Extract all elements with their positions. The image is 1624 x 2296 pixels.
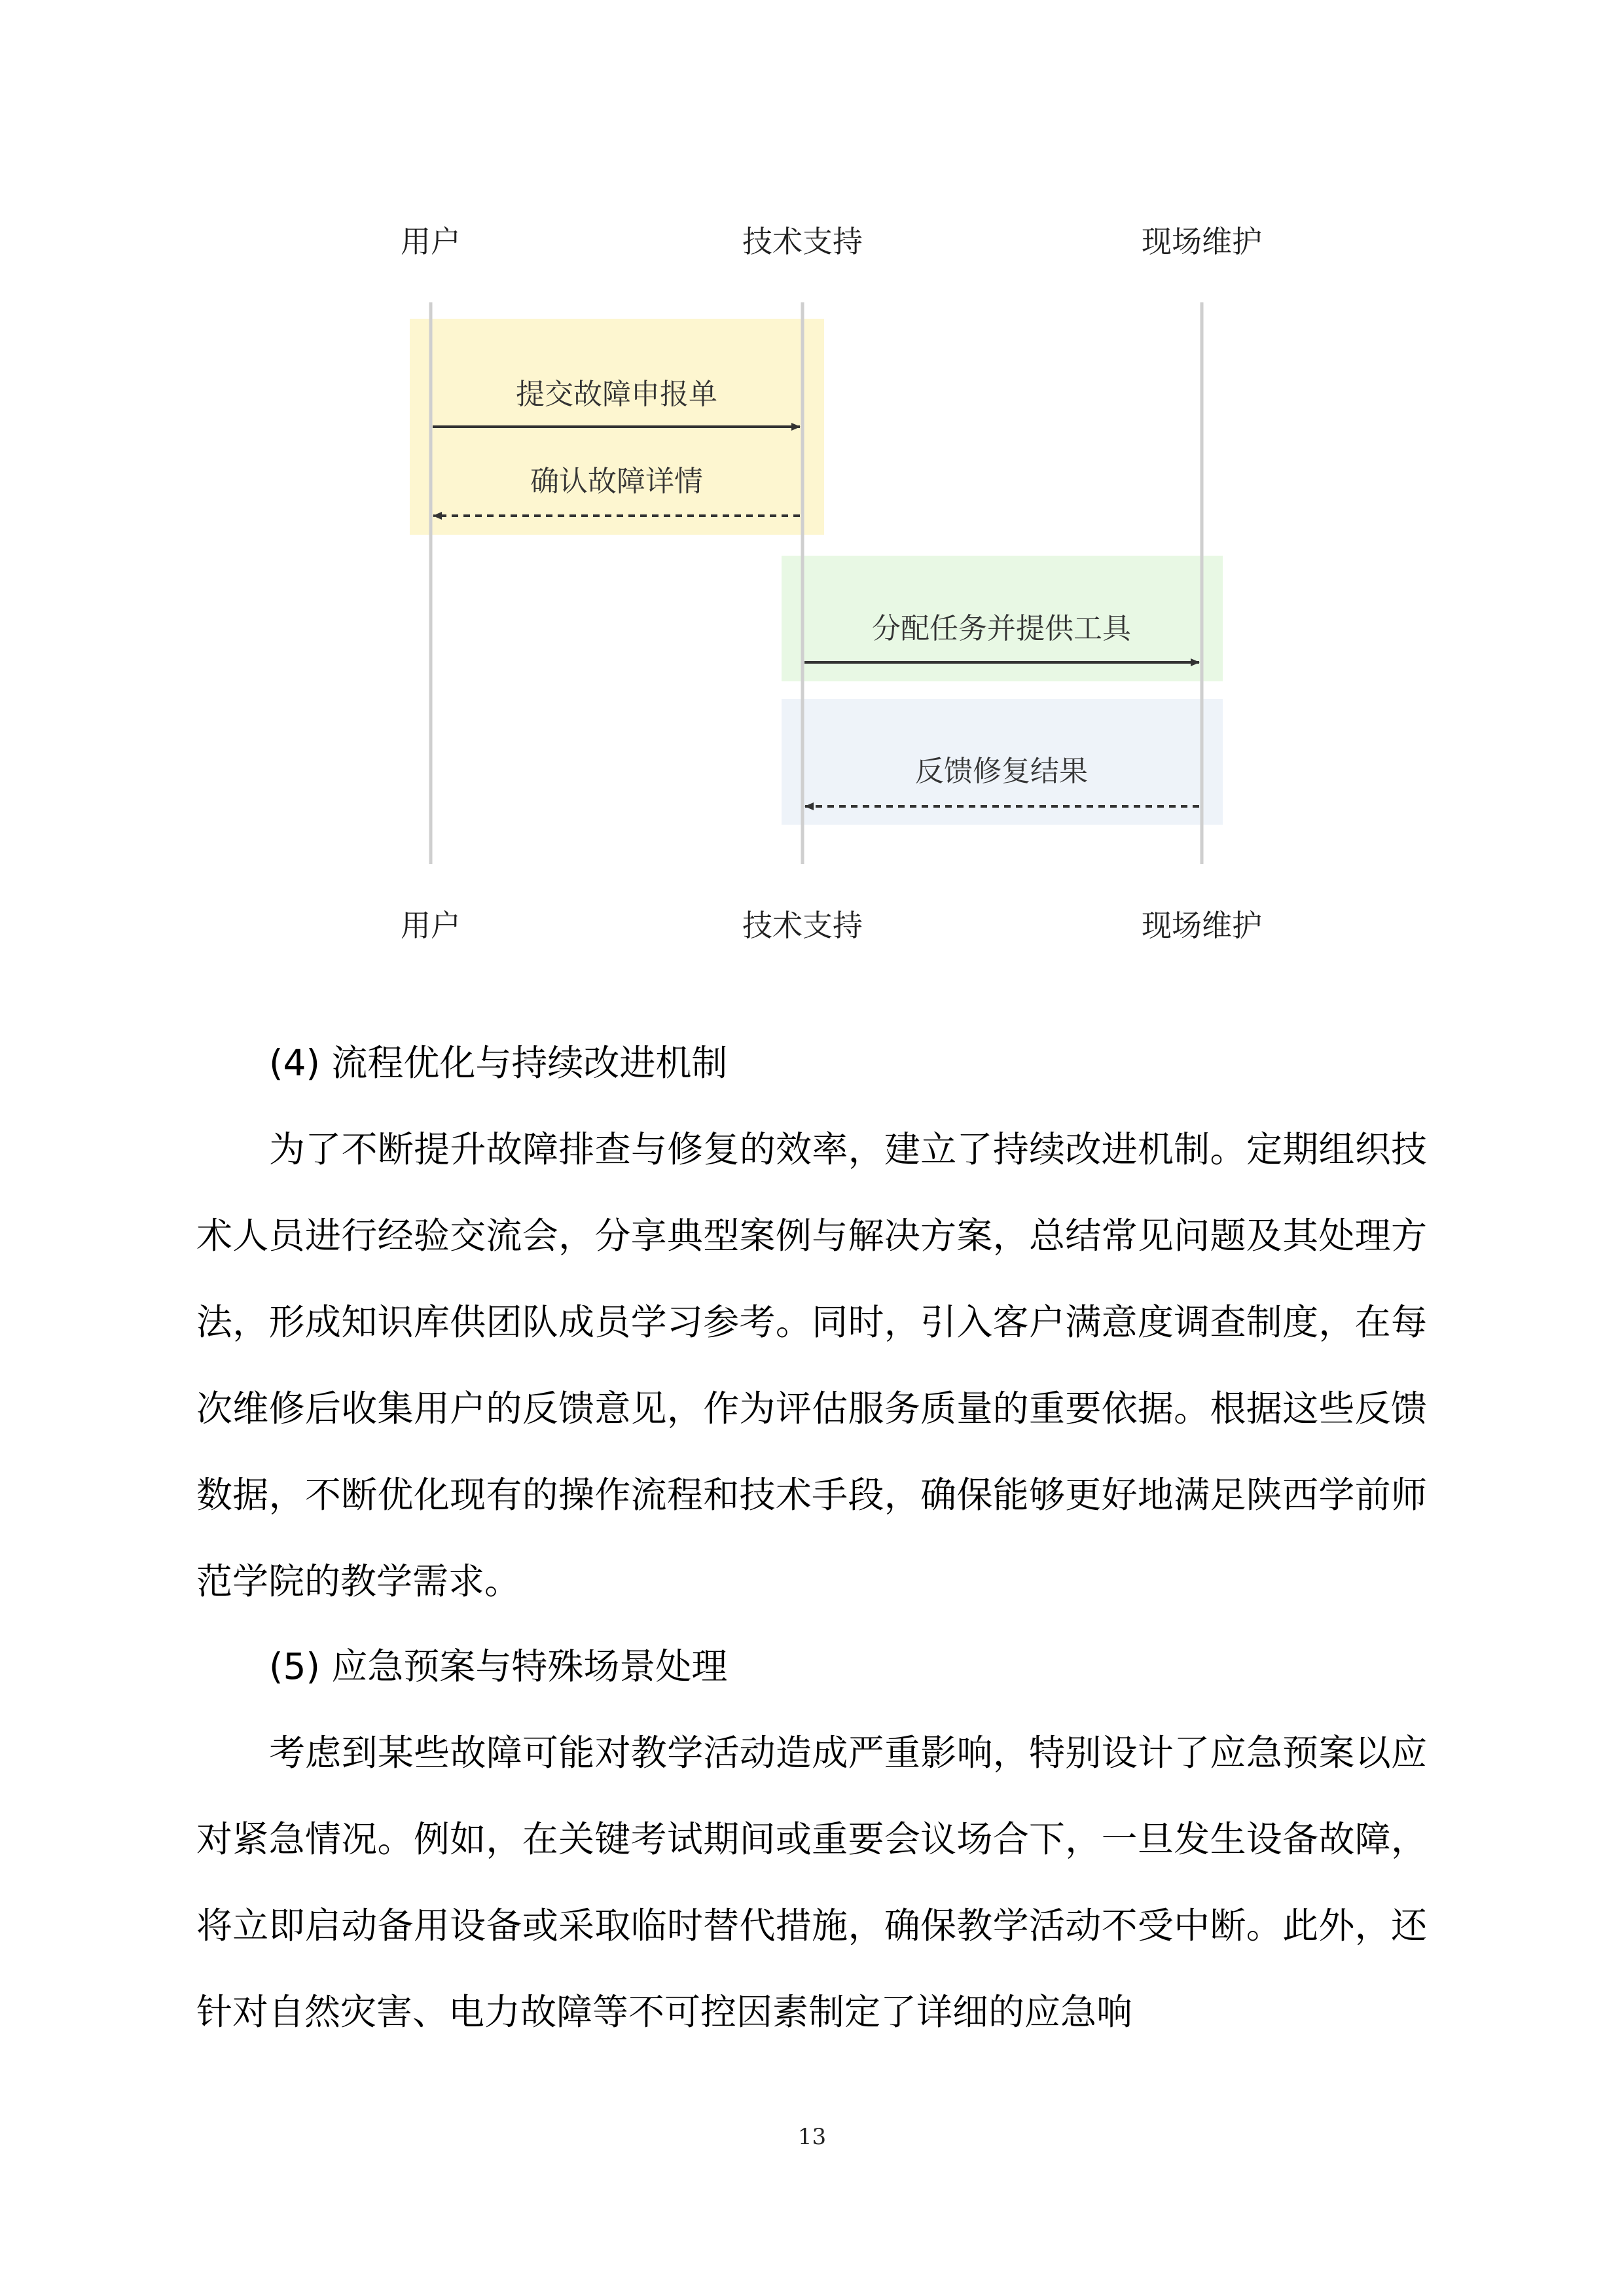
- sequence-diagram: [0, 0, 1624, 982]
- participant-bottom-onsite-maintenance: 现场维护: [1142, 908, 1262, 943]
- page-number: 13: [797, 2124, 827, 2150]
- section-paragraph-emergency-plan: 考虑到某些故障可能对教学活动造成严重影响，特别设计了应急预案以应对紧急情况。例如，在关键考试期间或重要会议场合下，一旦发生设备故障，将立即启动备用设备或采取临时替代措施，确保教学活动不受中断。此外，还针对自然灾害、电力故障等不可控因素制定了详细的应急响: [196, 1732, 1427, 2033]
- section-heading-process-optimization: (4) 流程优化与持续改进机制: [269, 1042, 728, 1084]
- participant-top-user: 用户: [401, 224, 461, 259]
- section-paragraph-process-optimization: 为了不断提升故障排查与修复的效率，建立了持续改进机制。定期组织技术人员进行经验交流会，分享典型案例与解决方案，总结常见问题及其处理方法，形成知识库供团队成员学习参考。同时，引入客户满意度调查制度，在每次维修后收集用户的反馈意见，作为评估服务质量的重要依据。根据这些反馈数据，不断优化现有的操作流程和技术手段，确保能够更好地满足陕西学前师范学院的教学需求。: [196, 1128, 1427, 1602]
- message-label-assign-task: 分配任务并提供工具: [872, 612, 1131, 645]
- section-heading-emergency-plan: (5) 应急预案与特殊场景处理: [269, 1645, 728, 1687]
- message-label-submit-report: 提交故障申报单: [516, 378, 717, 411]
- participant-bottom-tech-support: 技术支持: [742, 908, 863, 943]
- participant-top-tech-support: 技术支持: [742, 224, 863, 259]
- message-label-confirm-details: 确认故障详情: [530, 465, 703, 498]
- message-label-feedback-result: 反馈修复结果: [915, 755, 1088, 788]
- participant-top-onsite-maintenance: 现场维护: [1142, 224, 1262, 259]
- participant-bottom-user: 用户: [401, 908, 461, 943]
